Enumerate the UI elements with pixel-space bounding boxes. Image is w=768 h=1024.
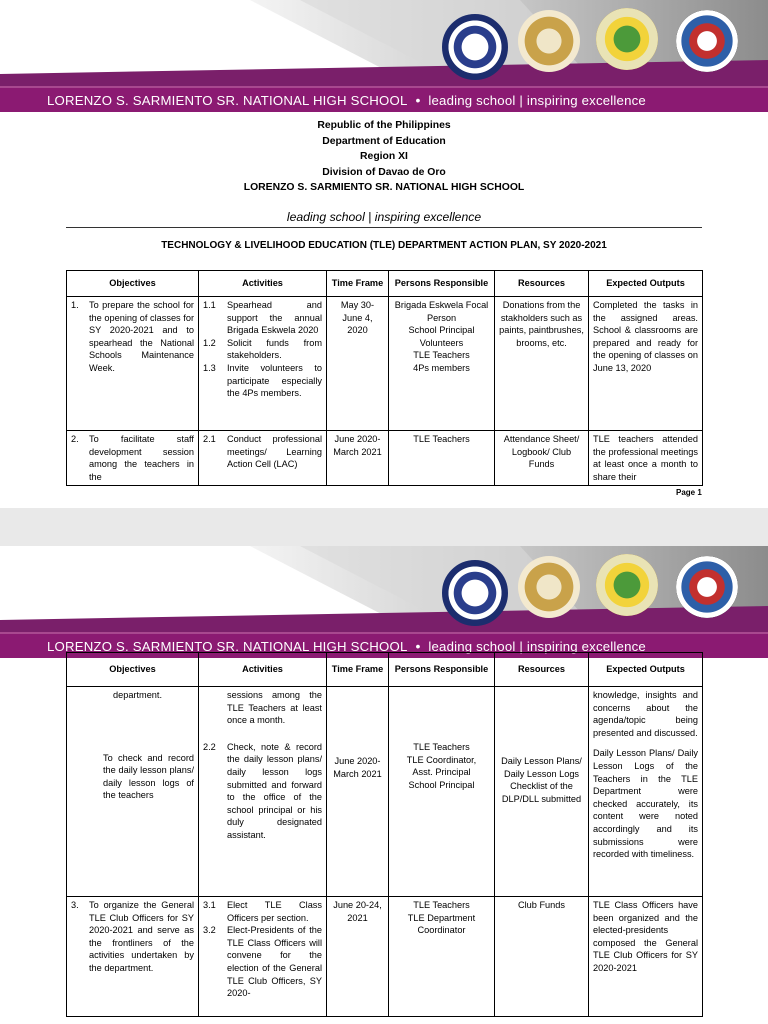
- objective-cell: [67, 297, 199, 431]
- column-header: Objectives: [67, 271, 199, 297]
- person-line: TLE Teachers: [413, 742, 470, 752]
- resources-cell: Donations from the stakholders such as paints, paintbrushes, brooms, etc.: [495, 297, 589, 431]
- document-page-1: [0, 0, 768, 508]
- column-header: Activities: [199, 271, 327, 297]
- person-line: 4Ps members: [413, 362, 470, 373]
- banner-title-bar: [0, 88, 768, 112]
- deped-seal-icon: [442, 14, 508, 80]
- objective-text: To prepare the school for the opening of classes for SY 2020-2021 and to spearhead the National Schools Maintenance Week.: [89, 300, 194, 373]
- table-row: [67, 297, 703, 431]
- school-gear-seal-icon: [676, 10, 738, 72]
- activity-number: 1.3: [203, 362, 216, 373]
- activity-number: 1.2: [203, 337, 216, 348]
- person-line: School Principal: [408, 325, 475, 336]
- time-frame-text: June 2020-March 2021: [333, 756, 382, 779]
- person-line: School Principal: [408, 779, 475, 790]
- objective-text: To facilitate staff development session among the teachers in the: [89, 434, 194, 482]
- column-header: Persons Responsible: [389, 271, 495, 297]
- persons-responsible-cell: TLE Teachers: [389, 431, 495, 486]
- activities-cell: [199, 687, 327, 897]
- activity-number: 3.2: [203, 925, 216, 936]
- banner-bullet: •: [415, 92, 421, 108]
- column-header: Resources: [495, 653, 589, 687]
- time-frame-cell: June 2020-March 2021: [327, 431, 389, 486]
- table-row: [67, 431, 703, 486]
- objective-cell: [67, 897, 199, 1017]
- banner-school-name: LORENZO S. SARMIENTO SR. NATIONAL HIGH SCHOOL: [47, 92, 408, 108]
- objective-text: To organize the General TLE Club Officers for SY 2020-2021 and serve as the frontliners of the activities undertaken by the department.: [89, 900, 194, 973]
- letterhead-line-3: Region XI: [360, 151, 408, 162]
- activity-number: 1.1: [203, 300, 216, 310]
- activity-text: Elect TLE Class Officers per section.: [227, 900, 322, 923]
- activity-text: Conduct professional meetings/ Learning Action Cell (LAC): [227, 434, 322, 470]
- objective-number: 2.: [71, 434, 79, 444]
- objective-cell: [67, 431, 199, 486]
- column-header: Persons Responsible: [389, 653, 495, 687]
- table-header-row: [67, 271, 703, 297]
- person-line: Brigada Eskwela Focal Person: [394, 300, 489, 323]
- activity-number: 3.1: [203, 900, 216, 910]
- page-number: Page 1: [676, 488, 702, 497]
- action-plan-table-continued: [66, 652, 703, 1017]
- column-header: Time Frame: [327, 653, 389, 687]
- banner-school-name: LORENZO S. SARMIENTO SR. NATIONAL HIGH SCHOOL: [47, 638, 408, 654]
- letterhead-line-5: LORENZO S. SARMIENTO SR. NATIONAL HIGH SCHOOL: [243, 182, 525, 193]
- resources-text: Daily Lesson Plans/ Daily Lesson Logs Checklist of the DLP/DLL submitted: [501, 756, 582, 804]
- time-frame-cell: May 30-June 4, 2020: [327, 297, 389, 431]
- activity-text: Spearhead and support the annual Brigada Eskwela 2020: [227, 300, 322, 336]
- resources-cell: [495, 687, 589, 897]
- banner-bullet: •: [415, 638, 421, 654]
- expected-outputs-cell: TLE Class Officers have been organized and the elected-presidents composed the General TLE Club Officers for SY 2020-2021: [589, 897, 703, 1017]
- expected-outputs-cell: TLE teachers attended the professional meetings at least once a month to share their: [589, 431, 703, 486]
- department-of-education-seal-icon: [518, 10, 580, 72]
- letterhead-line-4: Division of Davao de Oro: [322, 166, 446, 178]
- activities-cell: [199, 297, 327, 431]
- output-text: knowledge, insights and concerns about the agenda/topic being presented and discussed.: [593, 690, 698, 738]
- person-line: TLE Department Coordinator: [407, 912, 476, 936]
- banner-tagline: leading school | inspiring excellence: [428, 92, 646, 108]
- column-header: Activities: [199, 653, 327, 687]
- persons-responsible-cell: [389, 897, 495, 1017]
- letterhead: [0, 118, 768, 196]
- school-banner: [0, 0, 768, 112]
- person-line: TLE Coordinator,: [406, 754, 477, 765]
- activities-cell: [199, 897, 327, 1017]
- column-header: Objectives: [67, 653, 199, 687]
- expected-outputs-cell: Completed the tasks in the assigned areas. School & classrooms are prepared and ready for the opening of classes on June 13, 2020: [589, 297, 703, 431]
- objective-text: department.: [112, 690, 163, 700]
- time-frame-cell: June 20-24, 2021: [327, 897, 389, 1017]
- column-header: Resources: [495, 271, 589, 297]
- document-title: TECHNOLOGY & LIVELIHOOD EDUCATION (TLE) DEPARTMENT ACTION PLAN, SY 2020-2021: [161, 240, 607, 251]
- page-gap: [0, 508, 768, 546]
- activity-number: 2.2: [203, 741, 216, 752]
- objective-text: To check and record the daily lesson plans/ daily lesson logs of the teachers: [103, 752, 194, 801]
- objective-number: 1.: [71, 300, 79, 310]
- school-banner: [0, 546, 768, 658]
- person-line: TLE Teachers: [413, 350, 470, 361]
- objective-cell: [67, 687, 199, 897]
- person-line: Asst. Principal: [412, 767, 471, 778]
- activity-text: Solicit funds from stakeholders.: [227, 337, 322, 361]
- activity-text: Elect-Presidents of the TLE Class Officers will convene for the election of the General TLE Club Officers, SY 2020-: [227, 925, 322, 999]
- activity-text: Check, note & record the daily lesson plans/ daily lesson logs submitted and forward to the office of the school principal or his duly designated assistant.: [227, 741, 322, 840]
- action-plan-table: [66, 270, 703, 486]
- activity-number: 2.1: [203, 434, 216, 444]
- activity-text: sessions among the TLE Teachers at least once a month.: [227, 690, 322, 726]
- table-header-row: [67, 653, 703, 687]
- school-gear-seal-icon: [676, 556, 738, 618]
- motto: leading school | inspiring excellence: [286, 210, 482, 224]
- activities-cell: [199, 431, 327, 486]
- expected-outputs-cell: [589, 687, 703, 897]
- banner-tagline: leading school | inspiring excellence: [428, 638, 646, 654]
- time-frame-cell: [327, 687, 389, 897]
- persons-responsible-cell: [389, 297, 495, 431]
- column-header: Time Frame: [327, 271, 389, 297]
- persons-responsible-cell: [389, 687, 495, 897]
- activity-text: Invite volunteers to participate especially the 4Ps members.: [227, 362, 322, 399]
- document-page-2: [0, 546, 768, 1024]
- output-text: Daily Lesson Plans/ Daily Lesson Logs of the Teachers in the TLE Department were checked accurately, its content were noted accordingly and its submissions were recorded with timeliness.: [593, 748, 698, 860]
- column-header: Expected Outputs: [589, 271, 703, 297]
- person-line: TLE Teachers: [413, 900, 470, 910]
- division-davao-de-oro-seal-icon: [596, 8, 658, 70]
- person-line: Volunteers: [419, 337, 464, 348]
- department-of-education-seal-icon: [518, 556, 580, 618]
- divider: [66, 227, 702, 228]
- resources-cell: Attendance Sheet/ Logbook/ Club Funds: [495, 431, 589, 486]
- resources-cell: Club Funds: [495, 897, 589, 1017]
- letterhead-line-1: Republic of the Philippines: [317, 120, 451, 131]
- column-header: Expected Outputs: [589, 653, 703, 687]
- letterhead-line-2: Department of Education: [322, 135, 446, 147]
- deped-seal-icon: [442, 560, 508, 626]
- division-davao-de-oro-seal-icon: [596, 554, 658, 616]
- objective-number: 3.: [71, 900, 79, 910]
- table-row: [67, 687, 703, 897]
- table-row: [67, 897, 703, 1017]
